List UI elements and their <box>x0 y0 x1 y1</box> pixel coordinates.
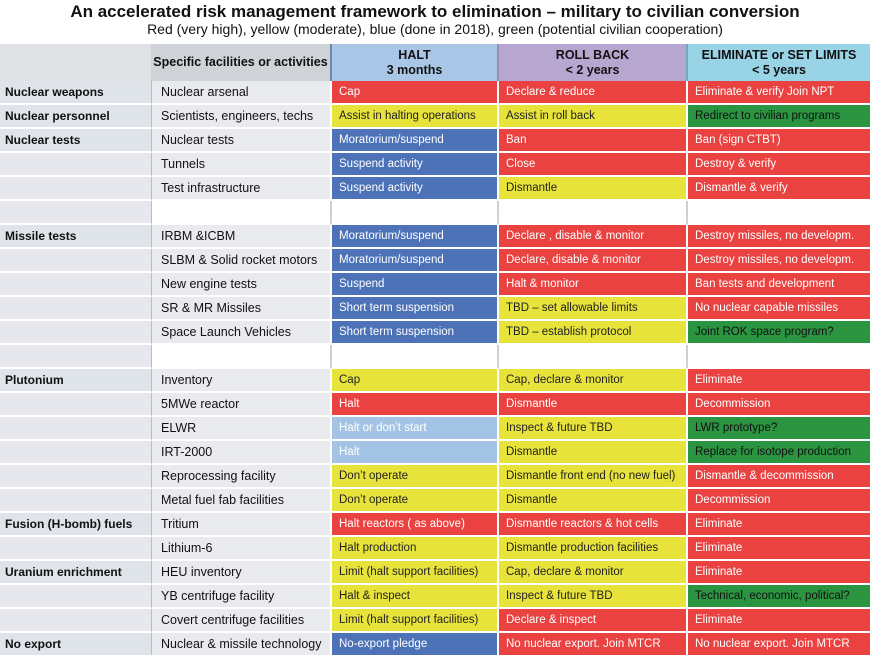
header-halt-label: HALT <box>398 47 431 62</box>
halt-action-cell: Moratorium/suspend <box>330 129 497 153</box>
separator-category-cell <box>0 201 151 225</box>
row-category: Missile tests <box>0 225 151 249</box>
header-facilities: Specific facilities or activities <box>151 44 330 81</box>
separator-halt-cell <box>330 345 497 369</box>
table-row <box>0 81 870 105</box>
row-facility: Tunnels <box>151 153 330 177</box>
rollback-action-cell: Assist in roll back <box>497 105 686 129</box>
eliminate-action-cell: Eliminate & verify Join NPT <box>686 81 870 105</box>
rollback-action-cell: TBD – set allowable limits <box>497 297 686 321</box>
halt-action-cell: Don’t operate <box>330 465 497 489</box>
rollback-action-cell: Cap, declare & monitor <box>497 369 686 393</box>
eliminate-action-cell: Ban tests and development <box>686 273 870 297</box>
table-row <box>0 633 870 655</box>
table-row <box>0 225 870 249</box>
header-eliminate-timeframe: < 5 years <box>752 62 806 77</box>
row-category <box>0 297 151 321</box>
table-row <box>0 273 870 297</box>
header-eliminate <box>686 44 870 81</box>
halt-action-cell: Halt <box>330 441 497 465</box>
row-category: Plutonium <box>0 369 151 393</box>
rollback-action-cell: Dismantle front end (no new fuel) <box>497 465 686 489</box>
rollback-action-cell: Ban <box>497 129 686 153</box>
page-subtitle: Red (very high), yellow (moderate), blue (done in 2018), green (potential civilian cooperation) <box>147 21 723 37</box>
eliminate-action-cell: Eliminate <box>686 369 870 393</box>
separator-rollback-cell <box>497 345 686 369</box>
halt-action-cell: Halt <box>330 393 497 417</box>
table-row <box>0 153 870 177</box>
row-category <box>0 393 151 417</box>
row-facility: YB centrifuge facility <box>151 585 330 609</box>
rollback-action-cell: Close <box>497 153 686 177</box>
row-facility: Covert centrifuge facilities <box>151 609 330 633</box>
halt-action-cell: Cap <box>330 369 497 393</box>
eliminate-action-cell: Eliminate <box>686 537 870 561</box>
row-category <box>0 417 151 441</box>
rollback-action-cell: Declare & inspect <box>497 609 686 633</box>
halt-action-cell: Moratorium/suspend <box>330 225 497 249</box>
table-row <box>0 537 870 561</box>
eliminate-action-cell: No nuclear export. Join MTCR <box>686 633 870 655</box>
row-facility: Reprocessing facility <box>151 465 330 489</box>
row-category: Uranium enrichment <box>0 561 151 585</box>
header-row <box>0 44 870 81</box>
table-row <box>0 369 870 393</box>
rollback-action-cell: Dismantle reactors & hot cells <box>497 513 686 537</box>
halt-action-cell: Assist in halting operations <box>330 105 497 129</box>
row-facility: Space Launch Vehicles <box>151 321 330 345</box>
row-category <box>0 441 151 465</box>
rollback-action-cell: Dismantle <box>497 441 686 465</box>
halt-action-cell: Don’t operate <box>330 489 497 513</box>
row-category <box>0 177 151 201</box>
halt-action-cell: Cap <box>330 81 497 105</box>
halt-action-cell: Halt production <box>330 537 497 561</box>
row-category <box>0 489 151 513</box>
row-category <box>0 321 151 345</box>
rollback-action-cell: No nuclear export. Join MTCR <box>497 633 686 655</box>
row-category <box>0 609 151 633</box>
table-row <box>0 393 870 417</box>
rollback-action-cell: Dismantle production facilities <box>497 537 686 561</box>
header-category-blank <box>0 44 151 81</box>
eliminate-action-cell: Eliminate <box>686 513 870 537</box>
row-facility: Nuclear tests <box>151 129 330 153</box>
table-row <box>0 585 870 609</box>
row-category: Fusion (H-bomb) fuels <box>0 513 151 537</box>
eliminate-action-cell: Ban (sign CTBT) <box>686 129 870 153</box>
row-facility: New engine tests <box>151 273 330 297</box>
row-facility: HEU inventory <box>151 561 330 585</box>
row-facility: Test infrastructure <box>151 177 330 201</box>
row-category <box>0 537 151 561</box>
eliminate-action-cell: Decommission <box>686 489 870 513</box>
halt-action-cell: Suspend activity <box>330 177 497 201</box>
separator-eliminate-cell <box>686 345 870 369</box>
row-category: Nuclear personnel <box>0 105 151 129</box>
row-category: No export <box>0 633 151 655</box>
row-facility: Inventory <box>151 369 330 393</box>
table-row <box>0 561 870 585</box>
row-facility: Nuclear arsenal <box>151 81 330 105</box>
rollback-action-cell: Halt & monitor <box>497 273 686 297</box>
table-row <box>0 105 870 129</box>
header-rollback <box>497 44 686 81</box>
halt-action-cell: Suspend activity <box>330 153 497 177</box>
eliminate-action-cell: Destroy & verify <box>686 153 870 177</box>
eliminate-action-cell: Destroy missiles, no developm. <box>686 249 870 273</box>
halt-action-cell: Moratorium/suspend <box>330 249 497 273</box>
eliminate-action-cell: LWR prototype? <box>686 417 870 441</box>
eliminate-action-cell: Decommission <box>686 393 870 417</box>
eliminate-action-cell: Dismantle & verify <box>686 177 870 201</box>
table-body <box>0 81 870 655</box>
rollback-action-cell: Dismantle <box>497 177 686 201</box>
row-facility: Scientists, engineers, techs <box>151 105 330 129</box>
halt-action-cell: Limit (halt support facilities) <box>330 609 497 633</box>
rollback-action-cell: Dismantle <box>497 393 686 417</box>
separator-facility-cell <box>151 201 330 225</box>
separator-facility-cell <box>151 345 330 369</box>
halt-action-cell: Halt or don’t start <box>330 417 497 441</box>
row-facility: IRT-2000 <box>151 441 330 465</box>
halt-action-cell: Suspend <box>330 273 497 297</box>
row-category <box>0 273 151 297</box>
table-row <box>0 297 870 321</box>
table-row <box>0 489 870 513</box>
row-category <box>0 465 151 489</box>
eliminate-action-cell: Destroy missiles, no developm. <box>686 225 870 249</box>
eliminate-action-cell: Joint ROK space program? <box>686 321 870 345</box>
header-rollback-timeframe: < 2 years <box>565 62 620 77</box>
table-row <box>0 513 870 537</box>
table-row <box>0 465 870 489</box>
row-category <box>0 153 151 177</box>
table-row <box>0 177 870 201</box>
page-title: An accelerated risk management framework to elimination – military to civilian conversion <box>70 2 800 21</box>
row-facility: ELWR <box>151 417 330 441</box>
row-facility: IRBM &ICBM <box>151 225 330 249</box>
row-facility: SR & MR Missiles <box>151 297 330 321</box>
separator-eliminate-cell <box>686 201 870 225</box>
halt-action-cell: Short term suspension <box>330 297 497 321</box>
rollback-action-cell: Declare, disable & monitor <box>497 249 686 273</box>
header-halt <box>330 44 497 81</box>
separator-category-cell <box>0 345 151 369</box>
separator-row <box>0 345 870 369</box>
table-row <box>0 321 870 345</box>
rollback-action-cell: Dismantle <box>497 489 686 513</box>
rollback-action-cell: Inspect & future TBD <box>497 417 686 441</box>
row-facility: Nuclear & missile technology <box>151 633 330 655</box>
separator-row <box>0 201 870 225</box>
eliminate-action-cell: Dismantle & decommission <box>686 465 870 489</box>
rollback-action-cell: TBD – establish protocol <box>497 321 686 345</box>
rollback-action-cell: Cap, declare & monitor <box>497 561 686 585</box>
row-facility: SLBM & Solid rocket motors <box>151 249 330 273</box>
rollback-action-cell: Declare , disable & monitor <box>497 225 686 249</box>
header-rollback-label: ROLL BACK <box>555 47 630 62</box>
table-row <box>0 129 870 153</box>
table-row <box>0 441 870 465</box>
eliminate-action-cell: Eliminate <box>686 609 870 633</box>
row-category <box>0 585 151 609</box>
rollback-action-cell: Inspect & future TBD <box>497 585 686 609</box>
framework-table <box>0 44 870 655</box>
row-facility: Metal fuel fab facilities <box>151 489 330 513</box>
separator-rollback-cell <box>497 201 686 225</box>
halt-action-cell: No-export pledge <box>330 633 497 655</box>
eliminate-action-cell: Redirect to civilian programs <box>686 105 870 129</box>
table-row <box>0 249 870 273</box>
table-row <box>0 609 870 633</box>
halt-action-cell: Halt & inspect <box>330 585 497 609</box>
row-facility: Lithium-6 <box>151 537 330 561</box>
row-category: Nuclear weapons <box>0 81 151 105</box>
row-category: Nuclear tests <box>0 129 151 153</box>
eliminate-action-cell: Replace for isotope production <box>686 441 870 465</box>
halt-action-cell: Limit (halt support facilities) <box>330 561 497 585</box>
eliminate-action-cell: Technical, economic, political? <box>686 585 870 609</box>
header-eliminate-label: ELIMINATE or SET LIMITS <box>701 47 857 62</box>
halt-action-cell: Halt reactors ( as above) <box>330 513 497 537</box>
row-facility: 5MWe reactor <box>151 393 330 417</box>
halt-action-cell: Short term suspension <box>330 321 497 345</box>
separator-halt-cell <box>330 201 497 225</box>
row-category <box>0 249 151 273</box>
eliminate-action-cell: Eliminate <box>686 561 870 585</box>
rollback-action-cell: Declare & reduce <box>497 81 686 105</box>
row-facility: Tritium <box>151 513 330 537</box>
table-row <box>0 417 870 441</box>
eliminate-action-cell: No nuclear capable missiles <box>686 297 870 321</box>
header-halt-timeframe: 3 months <box>386 62 443 77</box>
